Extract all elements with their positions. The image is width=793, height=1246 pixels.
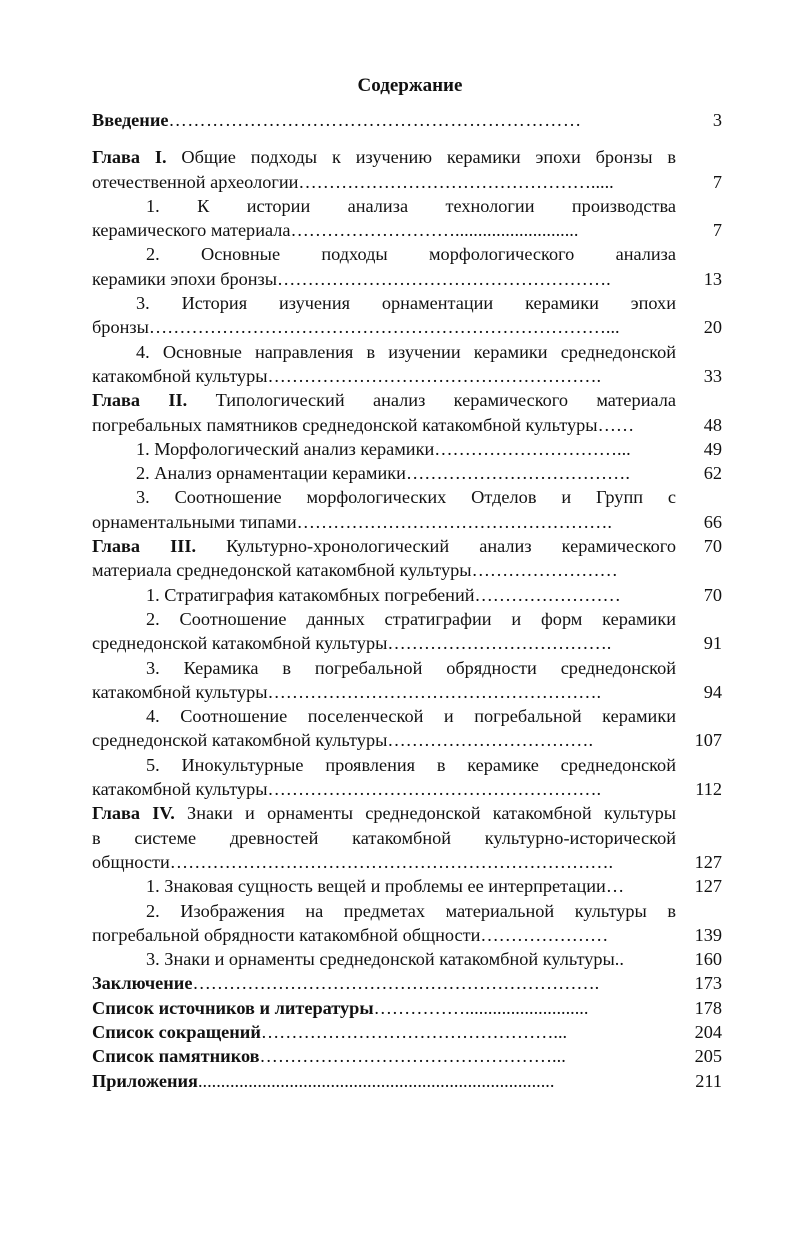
toc-sources[interactable] xyxy=(92,996,722,1020)
toc-appendices-page: 211 xyxy=(695,1070,722,1091)
toc-chapter-4-section-3-text: 3. Знаки и орнаменты среднедонской катакомбной культуры.. xyxy=(146,949,624,970)
toc-chapter-3-section-3[interactable] xyxy=(92,656,722,705)
toc-sources-label: Список источников и литературы xyxy=(92,997,374,1018)
toc-sources-page: 178 xyxy=(694,997,722,1018)
toc-chapter-1-section-2-line1: 2. Основные подходы морфологического анализа xyxy=(146,244,676,265)
toc-chapter-2-section-3-page: 66 xyxy=(703,511,722,532)
toc-chapter-4-section-1[interactable] xyxy=(92,874,722,898)
toc-abbreviations[interactable] xyxy=(92,1020,722,1044)
toc-intro-dots: ………………………………………………………… xyxy=(168,110,582,130)
toc-intro-label: Введение xyxy=(92,110,169,130)
toc-conclusion-dots: …………………………………………………………. xyxy=(192,973,600,994)
toc-chapter-4[interactable] xyxy=(92,801,722,874)
toc-chapter-4-section-2[interactable] xyxy=(92,899,722,948)
toc-chapter-1-section-3-line1: 3. История изучения орнаментации керамики эпохи xyxy=(136,293,676,314)
toc-chapter-3-label: Глава III. xyxy=(92,536,197,557)
toc-chapter-4-section-1-page: 127 xyxy=(694,876,722,897)
toc-chapter-4-section-1-text: 1. Знаковая сущность вещей и проблемы ее интерпретации… xyxy=(146,876,625,897)
toc-chapter-2-section-2-text: 2. Анализ орнаментации керамики………………………………. xyxy=(136,463,630,484)
toc-appendices[interactable] xyxy=(92,1069,722,1093)
toc-chapter-1-section-1-page: 7 xyxy=(712,220,722,241)
toc-chapter-2-section-1-page: 49 xyxy=(703,438,722,459)
toc-conclusion[interactable] xyxy=(92,971,722,995)
toc-chapter-3-section-5-line2: катакомбной культуры………………………………………………. xyxy=(92,779,602,800)
toc-chapter-3[interactable] xyxy=(92,534,722,583)
toc-chapter-4-title-line1: Знаки и орнаменты среднедонской катакомбной культуры xyxy=(187,803,676,824)
toc-chapter-1-page: 7 xyxy=(712,171,722,192)
toc-chapter-1-title-line1: Общие подходы к изучению керамики эпохи бронзы в xyxy=(181,147,676,168)
toc-chapter-3-section-5-line1: 5. Инокультурные проявления в керамике среднедонской xyxy=(146,754,676,775)
toc-chapter-1-label: Глава I. xyxy=(92,147,167,168)
toc-chapter-2-section-3-line2: орнаментальными типами……………………………………………. xyxy=(92,511,612,532)
toc-chapter-3-section-2[interactable] xyxy=(92,607,722,656)
toc-abbreviations-dots: …………………………………………... xyxy=(260,1021,568,1042)
toc-chapter-1-section-4-page: 33 xyxy=(703,365,722,386)
toc-monuments-label: Список памятников xyxy=(92,1046,260,1067)
toc-abbreviations-label: Список сокращений xyxy=(92,1021,261,1042)
toc-chapter-3-page: 70 xyxy=(703,536,722,557)
toc-chapter-3-title-line2: материала среднедонской катакомбной культуры…………………… xyxy=(92,560,618,581)
toc-chapter-3-section-4-page: 107 xyxy=(694,730,722,751)
toc-chapter-2-section-3[interactable] xyxy=(92,485,722,534)
toc-intro[interactable] xyxy=(92,108,722,132)
toc-chapter-1-section-3[interactable] xyxy=(92,291,722,340)
toc-chapter-1-section-3-line2: бронзы…………………………………………………………………... xyxy=(92,317,620,338)
table-of-contents xyxy=(92,108,722,1093)
toc-chapter-3-section-3-line1: 3. Керамика в погребальной обрядности среднедонской xyxy=(146,657,676,678)
toc-chapter-4-section-2-page: 139 xyxy=(694,924,722,945)
toc-monuments[interactable] xyxy=(92,1044,722,1068)
toc-chapter-2-section-1-text: 1. Морфологический анализ керамики…………………………... xyxy=(136,438,631,459)
toc-chapter-4-title-line3: общности………………………………………………………………. xyxy=(92,851,614,872)
toc-chapter-1[interactable] xyxy=(92,145,722,194)
toc-conclusion-label: Заключение xyxy=(92,973,193,994)
toc-chapter-3-section-3-line2: катакомбной культуры………………………………………………. xyxy=(92,681,602,702)
toc-chapter-2-label: Глава II. xyxy=(92,390,188,411)
toc-chapter-4-label: Глава IV. xyxy=(92,803,175,824)
toc-chapter-4-section-3-page: 160 xyxy=(694,949,722,970)
toc-chapter-4-page: 127 xyxy=(694,851,722,872)
toc-chapter-3-section-4-line2: среднедонской катакомбной культуры……………………………. xyxy=(92,730,594,751)
toc-chapter-3-section-1-text: 1. Стратиграфия катакомбных погребений…………………… xyxy=(146,584,621,605)
toc-appendices-label: Приложения xyxy=(92,1070,198,1091)
toc-chapter-3-title-line1: Культурно-хронологический анализ керамического xyxy=(226,536,676,557)
toc-abbreviations-page: 204 xyxy=(694,1021,722,1042)
toc-chapter-3-section-1-page: 70 xyxy=(703,584,722,605)
toc-chapter-4-title-line2: в системе древностей катакомбной культурно-исторической xyxy=(92,827,676,848)
toc-chapter-4-section-2-line2: погребальной обрядности катакомбной общности………………… xyxy=(92,924,609,945)
toc-chapter-1-section-4[interactable] xyxy=(92,340,722,389)
toc-chapter-3-section-1[interactable] xyxy=(92,583,722,607)
toc-chapter-4-section-3[interactable] xyxy=(92,947,722,971)
toc-monuments-page: 205 xyxy=(694,1046,722,1067)
page-title: Содержание xyxy=(357,75,463,96)
toc-chapter-1-section-2-page: 13 xyxy=(703,268,722,289)
toc-chapter-3-section-2-page: 91 xyxy=(703,633,722,654)
toc-sources-dots: ……………........................... xyxy=(373,997,589,1018)
toc-chapter-3-section-4[interactable] xyxy=(92,704,722,753)
toc-chapter-3-section-5[interactable] xyxy=(92,753,722,802)
toc-chapter-3-section-5-page: 112 xyxy=(695,779,722,800)
toc-chapter-2[interactable] xyxy=(92,388,722,437)
toc-conclusion-page: 173 xyxy=(694,973,722,994)
toc-chapter-2-section-3-line1: 3. Соотношение морфологических Отделов и Групп с xyxy=(136,487,676,508)
toc-chapter-3-section-2-line1: 2. Соотношение данных стратиграфии и форм керамики xyxy=(146,608,676,629)
toc-chapter-1-section-1[interactable] xyxy=(92,194,722,243)
toc-chapter-3-section-2-line2: среднедонской катакомбной культуры………………………………. xyxy=(92,633,612,654)
toc-chapter-1-section-2-line2: керамики эпохи бронзы………………………………………………. xyxy=(92,268,611,289)
toc-chapter-1-section-3-page: 20 xyxy=(703,317,722,338)
toc-chapter-2-section-1[interactable] xyxy=(92,437,722,461)
toc-chapter-3-section-3-page: 94 xyxy=(703,681,722,702)
toc-chapter-2-section-2[interactable] xyxy=(92,461,722,485)
toc-chapter-4-section-2-line1: 2. Изображения на предметах материальной культуры в xyxy=(146,900,676,921)
toc-chapter-1-title-line2: отечественной археологии…………………………………………..... xyxy=(92,171,614,192)
toc-chapter-1-section-4-line1: 4. Основные направления в изучении керамики среднедонской xyxy=(136,341,676,362)
toc-chapter-1-section-2[interactable] xyxy=(92,242,722,291)
toc-chapter-2-section-2-page: 62 xyxy=(703,463,722,484)
toc-chapter-2-page: 48 xyxy=(703,414,722,435)
toc-chapter-3-section-4-line1: 4. Соотношение поселенческой и погребальной керамики xyxy=(146,706,676,727)
toc-monuments-dots: …………………………………………... xyxy=(259,1046,566,1067)
toc-chapter-1-section-1-line2: керамического материала………………………........................... xyxy=(92,220,579,241)
toc-chapter-1-section-4-line2: катакомбной культуры………………………………………………. xyxy=(92,365,602,386)
toc-chapter-1-section-1-line1: 1. К истории анализа технологии производства xyxy=(146,195,676,216)
toc-appendices-dots: .............................................................................. xyxy=(197,1070,555,1091)
toc-intro-page: 3 xyxy=(712,110,722,130)
toc-chapter-2-title-line1: Типологический анализ керамического материала xyxy=(215,390,676,411)
toc-chapter-2-title-line2: погребальных памятников среднедонской катакомбной культуры…… xyxy=(92,414,635,435)
